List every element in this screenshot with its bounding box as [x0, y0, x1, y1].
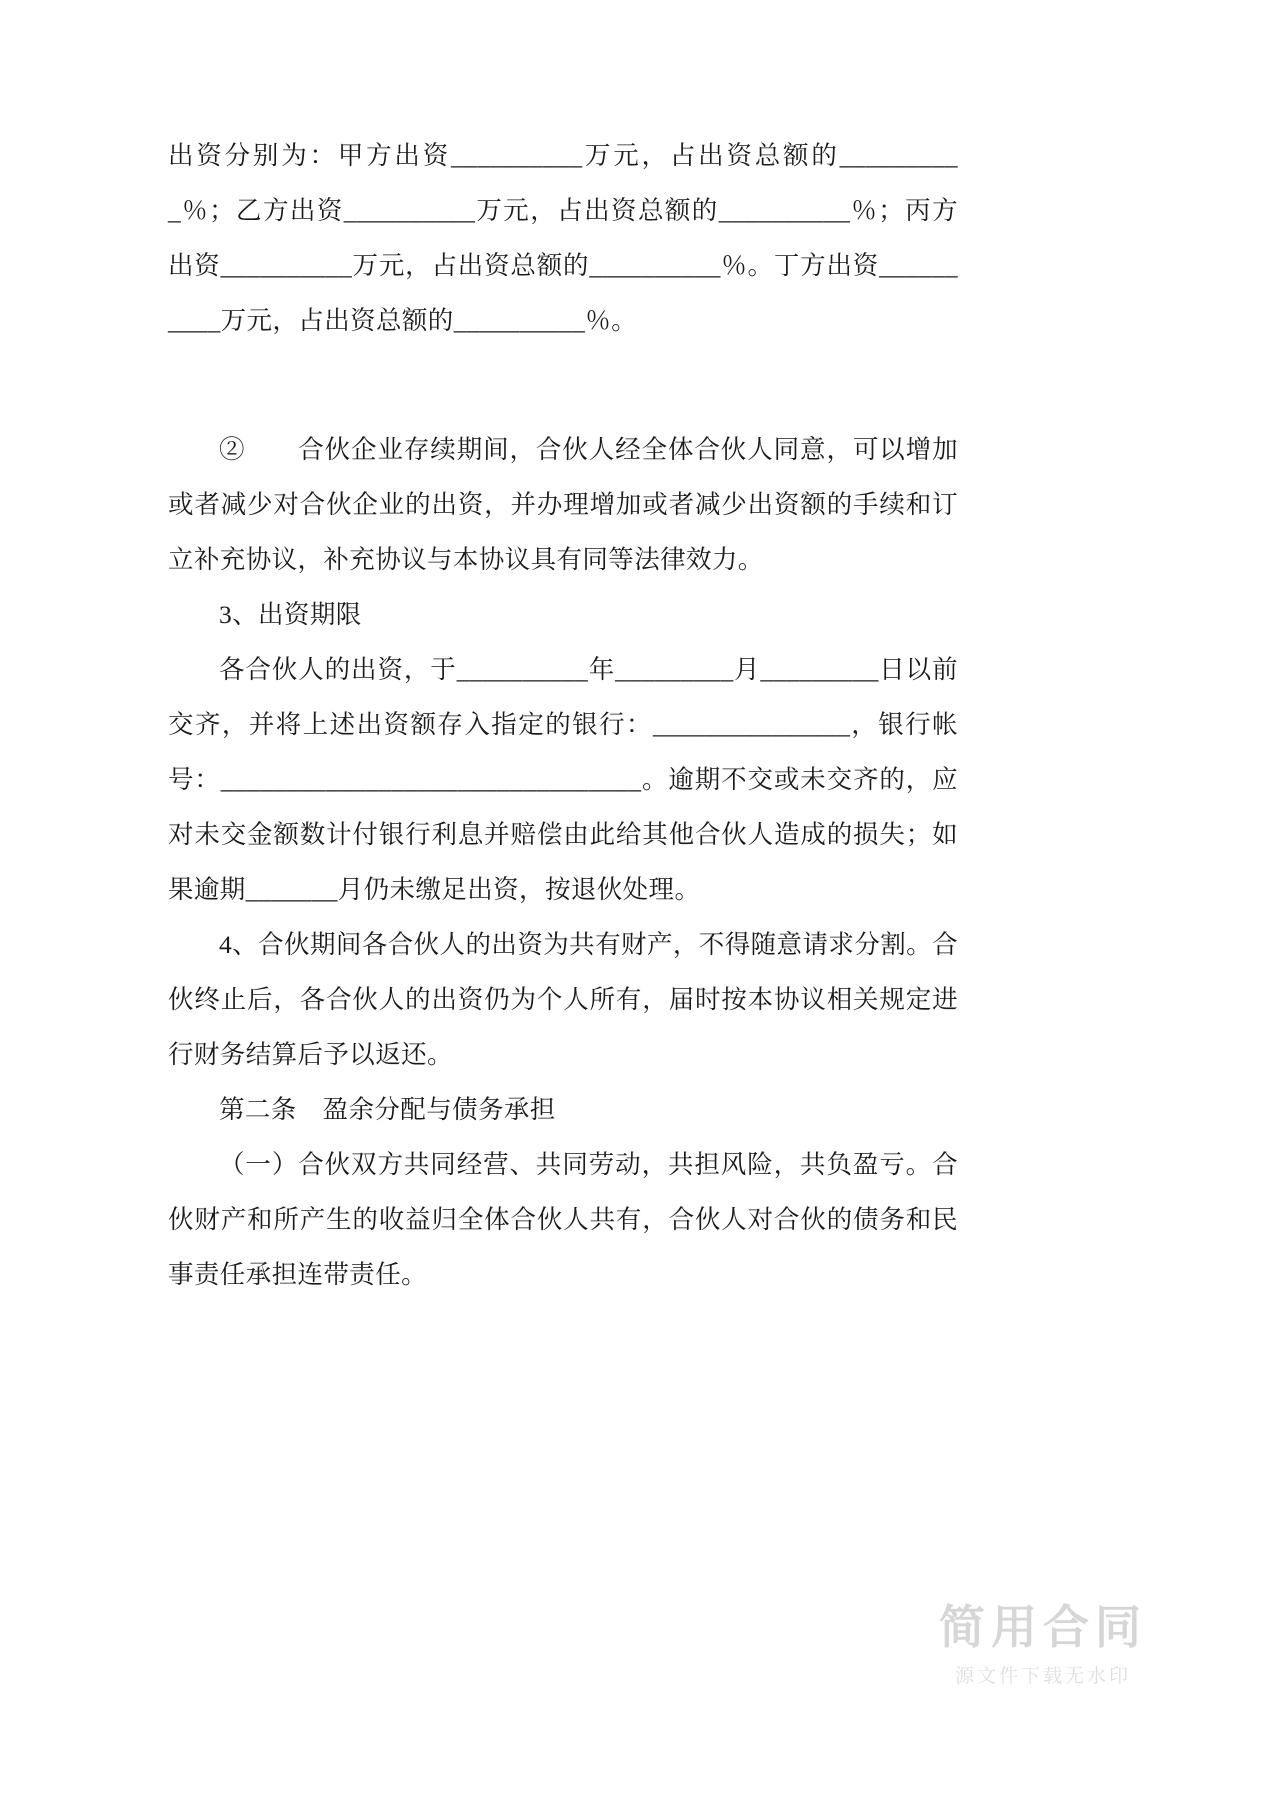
- watermark-brand: 简用合同: [939, 1601, 1147, 1654]
- paragraph-clause-4: 4、合伙期间各合伙人的出资为共有财产，不得随意请求分割。合伙终止后，各合伙人的出资仍为个人所有，届时按本协议相关规定进行财务结算后予以返还。: [168, 930, 958, 1069]
- heading-clause-3: 3、出资期限: [219, 600, 362, 629]
- paragraph-clause-2-circled: ② 合伙企业存续期间，合伙人经全体合伙人同意，可以增加或者减少对合伙企业的出资，并办理增加或者减少出资额的手续和订立补充协议，补充协议与本协议具有同等法律效力。: [168, 435, 958, 574]
- paragraph-contribution-shares: 出资分别为：甲方出资__________万元，占出资总额的__________％；乙方出资__________万元，占出资总额的__________％；丙方出资__________万元，占出资总额的__________％。丁方出资__________万元，占出资总额的__________％。: [168, 141, 958, 335]
- document-text-column: [168, 128, 958, 1302]
- paragraph-clause-3-body: 各合伙人的出资，于__________年_________月_________日以前交齐，并将上述出资额存入指定的银行：_______________，银行帐号：________________________________。逾期不交或未交齐的，应对未交金额数计付银行利息并赔偿由此给其他合伙人造成的损失；如果逾期_______月仍未缴足出资，按退伙处理。: [168, 655, 958, 904]
- watermark-tagline: 源文件下载无水印: [954, 1666, 1131, 1687]
- heading-article-2: 第二条 盈余分配与债务承担: [219, 1095, 556, 1124]
- watermark: [858, 1602, 1228, 1688]
- paragraph-article-2-item-1: （一）合伙双方共同经营、共同劳动，共担风险，共负盈亏。合伙财产和所产生的收益归全体合伙人共有，合伙人对合伙的债务和民事责任承担连带责任。: [168, 1150, 958, 1289]
